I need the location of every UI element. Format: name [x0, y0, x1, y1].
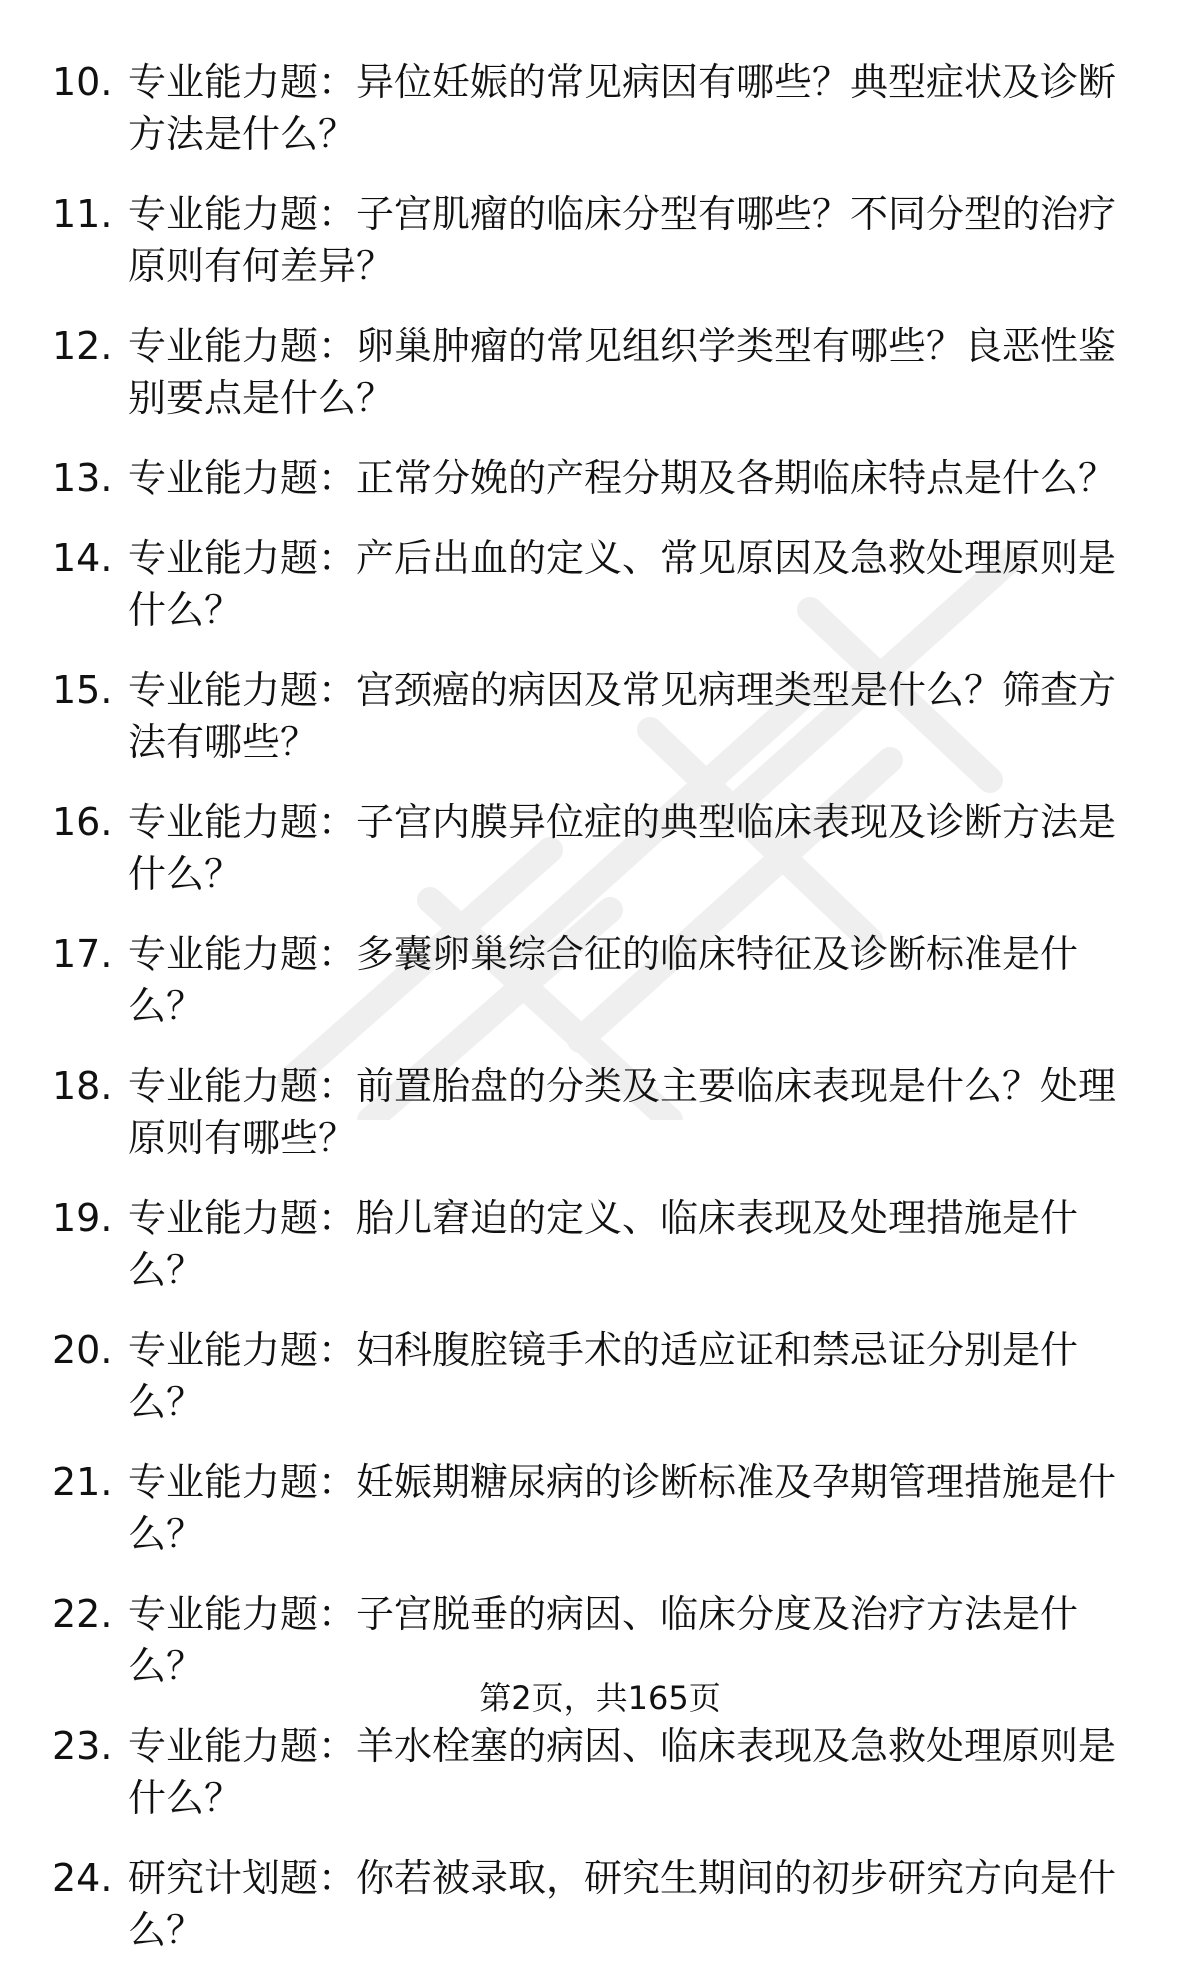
question-text: 产后出血的定义、常见原因及急救处理原则是什么？	[128, 536, 1117, 632]
question-text: 前置胎盘的分类及主要临床表现是什么？处理原则有哪些？	[128, 1064, 1117, 1160]
question-category: 专业能力题：	[128, 536, 357, 580]
question-item	[52, 56, 1152, 160]
question-item	[52, 188, 1152, 292]
question-item	[52, 1588, 1152, 1692]
question-item	[52, 320, 1152, 424]
question-category: 专业能力题：	[128, 1328, 357, 1372]
question-text: 子宫内膜异位症的典型临床表现及诊断方法是什么？	[128, 800, 1117, 896]
question-category: 专业能力题：	[128, 800, 357, 844]
question-text: 胎儿窘迫的定义、临床表现及处理措施是什么？	[128, 1196, 1079, 1292]
question-category: 专业能力题：	[128, 668, 357, 712]
question-category: 专业能力题：	[128, 1592, 357, 1636]
question-category: 专业能力题：	[128, 1724, 357, 1768]
question-category: 专业能力题：	[128, 324, 357, 368]
question-text: 妊娠期糖尿病的诊断标准及孕期管理措施是什么？	[128, 1460, 1117, 1556]
question-number: 10.	[52, 60, 113, 104]
question-text: 异位妊娠的常见病因有哪些？典型症状及诊断方法是什么？	[128, 60, 1117, 156]
question-item	[52, 1720, 1152, 1824]
question-text: 羊水栓塞的病因、临床表现及急救处理原则是什么？	[128, 1724, 1117, 1820]
question-category: 研究计划题：	[128, 1856, 357, 1900]
question-number: 17.	[52, 932, 113, 976]
question-number: 11.	[52, 192, 113, 236]
question-item	[52, 1192, 1152, 1296]
question-number: 13.	[52, 456, 113, 500]
question-number: 12.	[52, 324, 113, 368]
question-category: 专业能力题：	[128, 1064, 357, 1108]
question-category: 专业能力题：	[128, 1196, 357, 1240]
question-category: 专业能力题：	[128, 1460, 357, 1504]
question-number: 15.	[52, 668, 113, 712]
question-number: 24.	[52, 1856, 113, 1900]
question-item	[52, 796, 1152, 900]
question-item	[52, 1324, 1152, 1428]
question-item	[52, 664, 1152, 768]
question-category: 专业能力题：	[128, 192, 357, 236]
question-item	[52, 1060, 1152, 1164]
question-text: 多囊卵巢综合征的临床特征及诊断标准是什么？	[128, 932, 1079, 1028]
question-number: 23.	[52, 1724, 113, 1768]
question-category: 专业能力题：	[128, 60, 357, 104]
question-text: 子宫脱垂的病因、临床分度及治疗方法是什么？	[128, 1592, 1079, 1688]
question-category: 专业能力题：	[128, 932, 357, 976]
question-item	[52, 1852, 1152, 1956]
page-number-footer: 第2页，共165页	[479, 1679, 721, 1717]
question-item	[52, 928, 1152, 1032]
question-number: 22.	[52, 1592, 113, 1636]
question-text: 子宫肌瘤的临床分型有哪些？不同分型的治疗原则有何差异？	[128, 192, 1117, 288]
question-text: 妇科腹腔镜手术的适应证和禁忌证分别是什么？	[128, 1328, 1079, 1424]
question-text: 宫颈癌的病因及常见病理类型是什么？筛查方法有哪些？	[128, 668, 1117, 764]
question-text: 卵巢肿瘤的常见组织学类型有哪些？良恶性鉴别要点是什么？	[128, 324, 1117, 420]
question-item	[52, 452, 1152, 504]
question-number: 16.	[52, 800, 113, 844]
question-number: 19.	[52, 1196, 113, 1240]
question-item	[52, 1456, 1152, 1560]
question-text: 正常分娩的产程分期及各期临床特点是什么？	[356, 456, 1117, 500]
question-category: 专业能力题：	[128, 456, 357, 500]
question-number: 20.	[52, 1328, 113, 1372]
question-text: 你若被录取，研究生期间的初步研究方向是什么？	[128, 1856, 1117, 1952]
question-number: 21.	[52, 1460, 113, 1504]
question-number: 14.	[52, 536, 113, 580]
question-number: 18.	[52, 1064, 113, 1108]
question-item	[52, 532, 1152, 636]
